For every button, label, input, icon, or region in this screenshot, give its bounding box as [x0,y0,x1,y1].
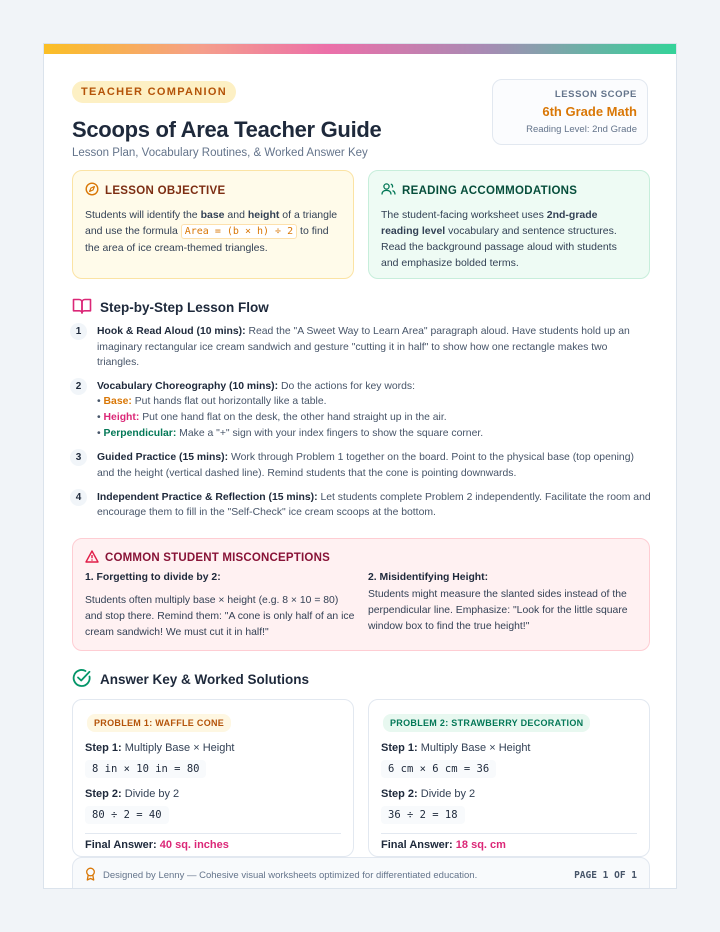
misconceptions-heading [85,550,637,566]
final-answer-label: Final Answer: [85,839,160,851]
area-formula: Area = (b × h) ÷ 2 [181,224,297,239]
step-label: Hook & Read Aloud (10 mins): [97,326,246,337]
answer-card-problem-2 [368,699,650,857]
problem-tag: PROBLEM 1: WAFFLE CONE [87,714,231,732]
lesson-step [72,324,652,371]
reading-accommodations-box [368,170,650,279]
lesson-step [72,379,652,443]
step-2-text: Divide by 2 [417,788,476,800]
final-answer [381,833,637,851]
misconception-text: Students often multiply base × height (e.g. 8 × 10 = 80) and stop there. Remind them: "A cone is only half of an ice cream sandwich! We must cut it in half!" [85,595,355,638]
reading-accommodations-text [381,207,637,271]
compass-icon [85,182,99,199]
accommodations-text-2: vocabulary and sentence structures. Read the background passage aloud with students and emphasize bolded terms. [381,225,617,269]
worksheet-page [43,43,677,889]
step-2-calc: 36 ÷ 2 = 18 [381,806,465,824]
users-icon [381,182,396,199]
step-1-line [381,742,637,754]
step-number: 4 [70,489,87,506]
lesson-step [72,450,652,481]
misconception-heading: 1. Forgetting to divide by 2: [85,572,221,583]
step-label: Vocabulary Choreography (10 mins): [97,380,279,392]
step-1-text: Multiply Base × Height [121,742,235,754]
reading-accommodations-title: READING ACCOMMODATIONS [402,184,578,197]
step-text: Let students complete Problem 2 independently. Facilitate the room and encourage them to fill in the "Self-Check" ice cream scoops at the bottom. [97,491,651,519]
vocab-item-base: • Base: Put hands flat out horizontally like a table. [97,396,327,408]
vocab-item-height: • Height: Put one hand flat on the desk, the other hand straight up in the air. [97,412,447,424]
step-2-label: Step 2: [85,788,122,800]
page-number: PAGE 1 OF 1 [574,869,637,881]
warning-icon [85,550,99,566]
vocab-text: Make a "+" sign with your index fingers to show the square corner. [176,428,484,440]
step-1-calc: 6 cm × 6 cm = 36 [381,760,496,778]
step-text: Read the "A Sweet Way to Learn Area" paragraph aloud. Have students hold up an imaginary rectangular ice cream sandwich and gesture "cutting it in half" to show how one rectangle makes two triangles. [97,326,630,369]
step-1-line [85,742,341,754]
lesson-scope-label: LESSON SCOPE [554,89,637,100]
step-label: Independent Practice & Reflection (15 mins): [97,491,318,503]
vocab-text: Put hands flat out horizontally like a table. [131,396,327,408]
objective-text-2: and [224,209,248,221]
accommodations-bold: 2nd-grade reading level [381,209,598,237]
reading-accommodations-heading [381,182,637,199]
lesson-scope-value: 6th Grade Math [542,104,637,119]
misconceptions-title: COMMON STUDENT MISCONCEPTIONS [105,552,330,564]
accommodations-text-1: The student-facing worksheet uses [381,209,547,221]
objective-text-1: Students will identify the [85,209,201,221]
step-text: Work through Problem 1 together on the board. Point to the physical base (top opening) and the height (vertical dashed line). Remind students that the cone is pointing downwards. [97,452,634,479]
step-label: Guided Practice (15 mins): [97,452,229,464]
lesson-objective-heading [85,182,341,199]
vocab-term: Base: [103,396,132,408]
answer-key-heading [72,668,309,691]
lesson-step [72,490,652,521]
problem-tag: PROBLEM 2: STRAWBERRY DECORATION [383,714,590,732]
gradient-top-bar [44,44,676,54]
final-answer-value: 18 sq. cm [455,839,506,851]
step-1-calc: 8 in × 10 in = 80 [85,760,206,778]
objective-term-height: height [247,209,280,221]
step-number: 3 [70,449,87,466]
step-number: 1 [70,323,87,340]
step-1-text: Multiply Base × Height [417,742,531,754]
vocab-text: Put one hand flat on the desk, the other hand straight up in the air. [139,412,447,424]
misconceptions-box [72,538,650,651]
book-icon [72,297,92,318]
step-2-text: Divide by 2 [121,788,180,800]
objective-term-base: base [200,209,225,221]
page-header [44,54,676,158]
answer-card-problem-1 [72,699,354,857]
info-boxes [72,170,650,280]
lesson-objective-text [85,207,341,256]
reading-level: Reading Level: 2nd Grade [526,124,637,135]
page-subtitle: Lesson Plan, Vocabulary Routines, & Worked Answer Key [72,147,368,159]
answer-key-title: Answer Key & Worked Solutions [100,672,310,687]
footer-credit: Designed by Lenny — Cohesive visual worksheets optimized for differentiated education. [103,869,478,881]
step-2-label: Step 2: [381,788,418,800]
step-1-label: Step 1: [381,742,418,754]
misconception-text: Students might measure the slanted sides instead of the perpendicular line. Emphasize: "Look for the little square window box to find the true height!" [368,589,628,632]
lesson-flow-title: Step-by-Step Lesson Flow [100,300,269,315]
step-text: Do the actions for key words: [278,380,415,392]
vocab-item-perpendicular: • Perpendicular: Make a "+" sign with your index fingers to show the square corner. [97,428,484,440]
page-title: Scoops of Area Teacher Guide [72,117,382,142]
lesson-steps [72,324,652,527]
vocab-term: Perpendicular: [103,428,177,440]
lesson-objective-box [72,170,354,279]
check-circle-icon [72,668,92,691]
step-2-line [381,788,637,800]
step-2-line [85,788,341,800]
lesson-scope-box [492,79,648,145]
step-number: 2 [70,378,87,395]
page-footer [72,857,650,889]
teacher-companion-tag: TEACHER COMPANION [72,81,236,103]
final-answer [85,833,341,851]
misconception-heading: 2. Misidentifying Height: [368,572,489,583]
objective-text-4: to find the area of ice cream-themed triangles. [85,225,329,254]
step-1-label: Step 1: [85,742,122,754]
vocab-term: Height: [103,412,140,424]
misconception-item [85,572,357,641]
final-answer-label: Final Answer: [381,839,456,851]
step-2-calc: 80 ÷ 2 = 40 [85,806,169,824]
final-answer-value: 40 sq. inches [159,839,229,851]
award-icon [85,867,96,884]
lesson-objective-title: LESSON OBJECTIVE [105,184,226,197]
misconception-item [368,572,640,635]
objective-text-3: of a triangle and use the formula [85,209,338,237]
lesson-flow-heading [72,297,269,318]
